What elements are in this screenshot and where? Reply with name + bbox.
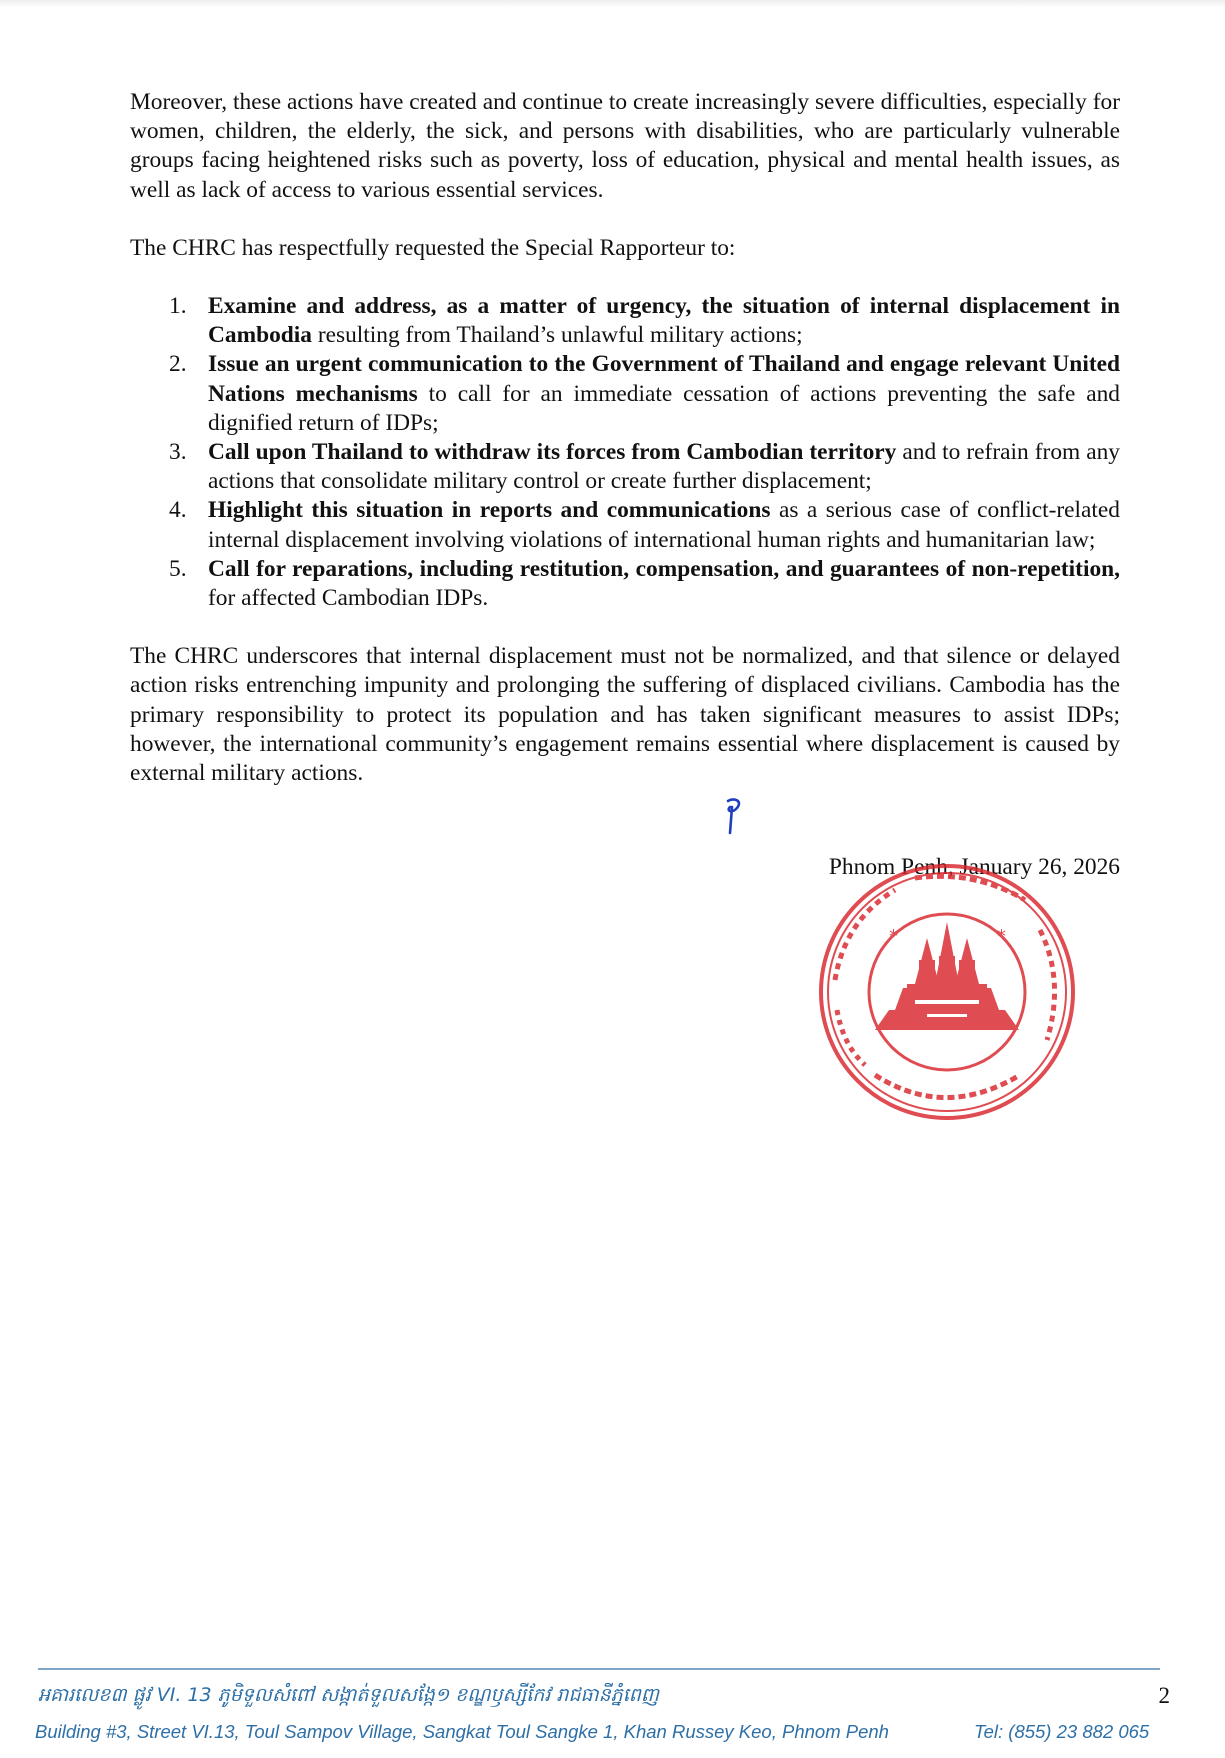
list-number: 2.: [169, 351, 187, 378]
footer-khmer-address: អគារលេខ៣ ផ្លូវ VI. 13 ភូមិទួលសំពៅ សង្កាត់ទួលសង្កែ១ ខណ្ឌឫស្សីកែវ រាជធានីភ្នំពេញ: [38, 1684, 659, 1706]
list-item-bold: Call for reparations, including restitution, compensation, and guarantees of non-repetition,: [208, 555, 1120, 582]
paragraph-impacts: Moreover, these actions have created and continue to create increasingly severe difficulties, especially for women, children, the elderly, the sick, and persons with disabilities, who are particularly vulnerable groups facing heightened risks such as poverty, loss of education, physical and mental health issues, as well as lack of access to various essential services.: [130, 89, 1120, 203]
place-and-date: Phnom Penh, January 26, 2026: [828, 854, 1120, 880]
request-list: [130, 292, 1120, 613]
letter-body: [130, 88, 1120, 788]
svg-text:*: *: [997, 926, 1006, 947]
list-item-text: to call for an immediate cessation of actions preventing the safe and dignified return of IDPs;: [208, 380, 1120, 436]
svg-text:*: *: [889, 926, 898, 947]
footer-divider: [38, 1668, 1160, 1670]
list-item: [130, 496, 1120, 554]
list-item: [130, 292, 1120, 350]
list-number: 1.: [169, 293, 187, 320]
list-item-text: and to refrain from any actions that consolidate military control or create further displacement;: [208, 439, 1120, 495]
list-number: 3.: [169, 439, 187, 466]
list-item: [130, 555, 1120, 613]
list-item: [130, 438, 1120, 496]
list-item-text: resulting from Thailand’s unlawful military actions;: [311, 322, 803, 349]
scan-top-edge: [0, 0, 1225, 8]
footer-address: Building #3, Street VI.13, Toul Sampov Village, Sangkat Toul Sangke 1, Khan Russey Keo, Phnom Penh: [35, 1721, 889, 1742]
paragraph-request-intro: The CHRC has respectfully requested the Special Rapporteur to:: [130, 234, 736, 261]
list-item-bold: Examine and address, as a matter of urgency, the situation of internal displacement in Cambodia: [208, 293, 1120, 349]
handwritten-initial-mark: [722, 795, 750, 835]
paragraph-conclusion: The CHRC underscores that internal displacement must not be normalized, and that silence or delayed action risks entrenching impunity and prolonging the suffering of displaced civilians. Cambodia has the primary responsibility to protect its population and has taken significant measures to assist IDPs; however, the international community’s engagement remains essential where displacement is caused by external military actions.: [130, 643, 1120, 787]
page-number: 2: [1158, 1683, 1170, 1708]
list-item-bold: Call upon Thailand to withdraw its forces from Cambodian territory: [208, 439, 897, 466]
list-number: 4.: [169, 497, 187, 524]
list-item-text: for affected Cambodian IDPs.: [208, 585, 489, 612]
list-item-text: as a serious case of conflict-related internal displacement involving violations of international human rights and humanitarian law;: [208, 497, 1121, 553]
list-item: [130, 350, 1120, 438]
list-item-bold: Issue an urgent communication to the Government of Thailand and engage relevant United Nations mechanisms: [208, 351, 1120, 407]
list-number: 5.: [169, 555, 187, 582]
official-seal-stamp: [815, 860, 1079, 1124]
footer-telephone: Tel: (855) 23 882 065: [974, 1721, 1150, 1742]
list-item-bold: Highlight this situation in reports and communications: [208, 497, 771, 524]
